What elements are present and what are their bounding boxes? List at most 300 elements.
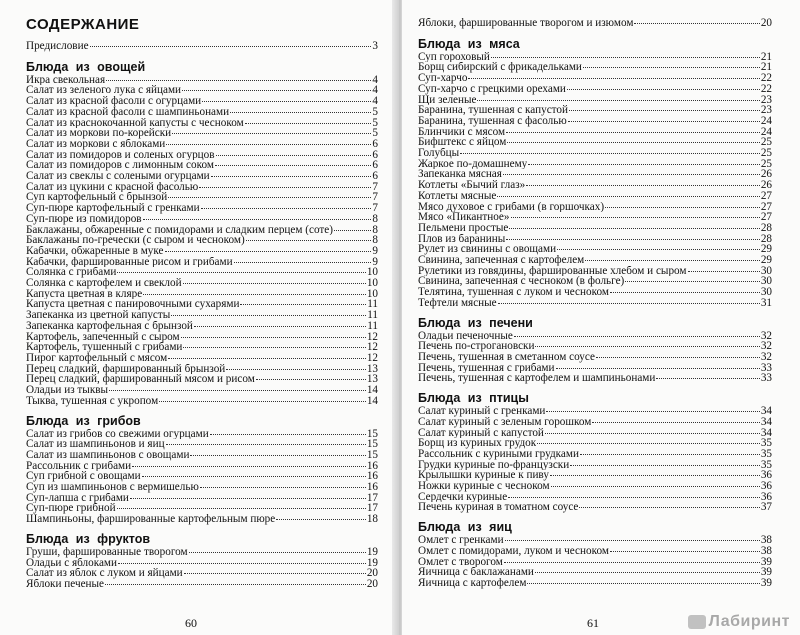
entry-page: 13 bbox=[366, 373, 378, 386]
right-sections bbox=[418, 37, 772, 589]
entry-label: Запеканка мясная bbox=[418, 169, 502, 181]
entry-label: Суп гороховый bbox=[418, 51, 490, 63]
entry-label: Салат из помидоров с лимонным соком bbox=[26, 160, 214, 172]
toc-entry-continued bbox=[418, 18, 772, 29]
entry-label: Яблоки, фаршированные творогом и изюмом bbox=[418, 18, 634, 29]
toc-section bbox=[418, 391, 772, 513]
entry-page: 27 bbox=[760, 211, 772, 224]
entry-label: Суп из шампиньонов с вермишелью bbox=[26, 482, 199, 493]
entry-page: 28 bbox=[760, 221, 772, 234]
toc-entry bbox=[418, 502, 772, 513]
toc-entry bbox=[26, 332, 378, 343]
dot-leader bbox=[200, 487, 366, 488]
page-number-left: 60 bbox=[185, 616, 197, 630]
dot-leader bbox=[117, 508, 366, 509]
toc-entry bbox=[26, 374, 378, 385]
toc-section bbox=[26, 60, 378, 407]
entry-page: 24 bbox=[760, 114, 772, 127]
section-heading: Блюда из овощей bbox=[26, 59, 146, 74]
dot-leader bbox=[550, 475, 760, 476]
entry-label: Борщ сибирский с фрикадельками bbox=[418, 62, 582, 74]
entry-page: 4 bbox=[372, 95, 378, 108]
dot-leader bbox=[634, 23, 759, 24]
entry-label: Салат из зеленого лука с яйцами bbox=[26, 85, 182, 97]
entry-page: 34 bbox=[760, 426, 772, 439]
toc-entry bbox=[418, 73, 772, 84]
toc-section bbox=[418, 520, 772, 589]
entry-page: 32 bbox=[760, 350, 772, 363]
toc-entry bbox=[26, 342, 378, 353]
entry-label: Салат из цукини с красной фасолью bbox=[26, 181, 199, 193]
dot-leader bbox=[182, 90, 371, 91]
entry-page: 6 bbox=[372, 137, 378, 150]
toc-entry bbox=[26, 364, 378, 375]
dot-leader bbox=[183, 283, 366, 284]
toc-entry bbox=[418, 95, 772, 106]
dot-leader bbox=[246, 240, 372, 241]
entry-page: 35 bbox=[760, 437, 772, 450]
dot-leader bbox=[514, 336, 760, 337]
toc-entry bbox=[26, 246, 378, 257]
entry-page: 7 bbox=[372, 202, 378, 215]
toc-entry bbox=[26, 96, 378, 107]
dot-leader bbox=[509, 228, 759, 229]
entry-label: Капуста цветная с панировочными сухарями bbox=[26, 299, 240, 311]
toc-entry bbox=[418, 417, 772, 428]
toc-entry bbox=[418, 481, 772, 492]
section-heading: Блюда из птицы bbox=[418, 391, 529, 406]
entry-label: Салат из грибов со свежими огурцами bbox=[26, 428, 209, 440]
entry-label: Бифштекс с яйцом bbox=[418, 137, 507, 149]
entry-page: 6 bbox=[372, 159, 378, 172]
dot-leader bbox=[106, 80, 371, 81]
entry-page: 25 bbox=[760, 147, 772, 160]
entry-label: Салат из помидоров и соленых огурцов bbox=[26, 149, 215, 161]
toc-entry bbox=[418, 373, 772, 384]
entry-page: 19 bbox=[366, 545, 378, 558]
page-number-right: 61 bbox=[587, 616, 599, 630]
toc-entry bbox=[26, 235, 378, 246]
toc-entry bbox=[418, 84, 772, 95]
entry-label: Салат из шампиньонов и яиц bbox=[26, 439, 165, 450]
dot-leader bbox=[334, 230, 371, 231]
entry-label: Салат куриный с зеленым горошком bbox=[418, 416, 592, 428]
dot-leader bbox=[211, 176, 372, 177]
toc-entry bbox=[26, 118, 378, 129]
entry-label: Омлет с гренками bbox=[418, 535, 504, 546]
dot-leader bbox=[527, 583, 759, 584]
entry-label: Баклажаны, обжаренные с помидорами и сладким перцем (соте) bbox=[26, 224, 333, 236]
dot-leader bbox=[168, 197, 371, 198]
entry-label: Грудки куриные по-французски bbox=[418, 459, 570, 471]
toc-entry bbox=[418, 428, 772, 439]
entry-label: Шампиньоны, фаршированные картофельным пюре bbox=[26, 514, 276, 525]
entry-page: 39 bbox=[760, 576, 772, 589]
dot-leader bbox=[535, 346, 759, 347]
toc-entry bbox=[26, 203, 378, 214]
dot-leader bbox=[468, 78, 759, 79]
dot-leader bbox=[143, 294, 366, 295]
toc-entry bbox=[26, 160, 378, 171]
entry-label: Перец сладкий, фаршированный брынзой bbox=[26, 363, 226, 375]
entry-page: 30 bbox=[760, 275, 772, 288]
toc-entry bbox=[418, 535, 772, 546]
section-heading: Блюда из мяса bbox=[418, 36, 520, 51]
dot-leader bbox=[199, 187, 371, 188]
dot-leader bbox=[171, 315, 366, 316]
dot-leader bbox=[172, 133, 371, 134]
toc-entry bbox=[418, 159, 772, 170]
toc-entry bbox=[418, 276, 772, 287]
entry-page: 11 bbox=[367, 298, 378, 311]
left-page bbox=[0, 0, 398, 635]
entry-label: Пельмени простые bbox=[418, 222, 509, 234]
entry-page: 39 bbox=[760, 555, 772, 568]
dot-leader bbox=[497, 196, 759, 197]
entry-page: 12 bbox=[366, 351, 378, 364]
entry-page: 10 bbox=[366, 266, 378, 279]
dot-leader bbox=[605, 207, 760, 208]
toc-entry bbox=[418, 255, 772, 266]
toc-entry bbox=[26, 289, 378, 300]
entry-page: 11 bbox=[367, 319, 378, 332]
toc-entry bbox=[26, 278, 378, 289]
toc-entry bbox=[418, 406, 772, 417]
entry-page: 12 bbox=[366, 330, 378, 343]
toc-entry bbox=[418, 546, 772, 557]
dot-leader bbox=[592, 422, 759, 423]
entry-label: Свинина, запеченная с картофелем bbox=[418, 255, 585, 266]
dot-leader bbox=[504, 562, 760, 563]
toc-entry bbox=[418, 52, 772, 63]
dot-leader bbox=[105, 584, 366, 585]
entry-label: Яблоки печеные bbox=[26, 578, 105, 590]
toc-entry bbox=[26, 225, 378, 236]
dot-leader bbox=[117, 272, 366, 273]
entry-page: 13 bbox=[366, 362, 378, 375]
toc-entry bbox=[418, 234, 772, 245]
entry-page: 32 bbox=[760, 340, 772, 353]
dot-leader bbox=[168, 358, 366, 359]
dot-leader bbox=[202, 101, 371, 102]
entry-label: Запеканка из цветной капусты bbox=[26, 310, 171, 321]
entry-label: Салат из шампиньонов с овощами bbox=[26, 449, 190, 461]
entry-page: 4 bbox=[372, 84, 378, 97]
entry-page: 26 bbox=[760, 168, 772, 181]
entry-page: 18 bbox=[366, 513, 378, 526]
entry-page: 27 bbox=[760, 200, 772, 213]
dot-leader bbox=[505, 540, 760, 541]
dot-leader bbox=[545, 433, 760, 434]
toc-entry bbox=[418, 449, 772, 460]
labirint-logo bbox=[688, 613, 790, 631]
dot-leader bbox=[579, 507, 759, 508]
toc-section bbox=[26, 414, 378, 525]
toc-section bbox=[418, 37, 772, 309]
entry-label: Жаркое по-домашнему bbox=[418, 158, 528, 170]
entry-page: 34 bbox=[760, 405, 772, 418]
toc-entry bbox=[26, 267, 378, 278]
entry-label: Печень, тушенная с грибами bbox=[418, 362, 555, 374]
entry-page: 10 bbox=[366, 287, 378, 300]
entry-label: Мясо «Пикантное» bbox=[418, 212, 510, 223]
toc-entry bbox=[418, 191, 772, 202]
entry-page: 35 bbox=[760, 458, 772, 471]
dot-leader bbox=[109, 390, 366, 391]
dot-leader bbox=[189, 552, 366, 553]
entry-label: Сердечки куриные bbox=[418, 491, 508, 503]
entry-label: Салат из краснокочанной капусты с чесноком bbox=[26, 117, 244, 129]
toc-entry bbox=[418, 578, 772, 589]
entry-page: 31 bbox=[760, 296, 772, 309]
toc-entry bbox=[26, 558, 378, 569]
dot-leader bbox=[625, 281, 760, 282]
entry-label: Салат из моркови с яблоками bbox=[26, 138, 166, 150]
entry-label: Картофель, запеченный с сыром bbox=[26, 331, 180, 343]
entry-page: 15 bbox=[366, 427, 378, 440]
entry-page: 14 bbox=[366, 384, 378, 397]
dot-leader bbox=[166, 444, 366, 445]
dot-leader bbox=[610, 292, 760, 293]
entry-page: 5 bbox=[372, 127, 378, 140]
entry-page: 19 bbox=[366, 556, 378, 569]
dot-leader bbox=[201, 208, 372, 209]
entry-page: 25 bbox=[760, 157, 772, 170]
section-heading: Блюда из фруктов bbox=[26, 531, 151, 546]
entry-page: 15 bbox=[366, 438, 378, 451]
entry-label: Суп-пюре грибной bbox=[26, 503, 116, 515]
entry-label: Омлет с творогом bbox=[418, 556, 503, 568]
entry-label: Суп-харчо bbox=[418, 73, 468, 84]
toc-section bbox=[418, 316, 772, 385]
entry-label: Оладьи с яблоками bbox=[26, 557, 118, 569]
toc-entry bbox=[26, 107, 378, 118]
entry-page: 27 bbox=[760, 189, 772, 202]
entry-label: Рулет из свинины с овощами bbox=[418, 244, 557, 256]
entry-page: 10 bbox=[366, 277, 378, 290]
toc-entry bbox=[26, 493, 378, 504]
toc-entry bbox=[418, 331, 772, 342]
toc-entry bbox=[418, 567, 772, 578]
entry-page: 34 bbox=[760, 415, 772, 428]
entry-page: 17 bbox=[366, 491, 378, 504]
entry-page: 25 bbox=[760, 136, 772, 149]
entry-label: Баранина, тушенная с фасолью bbox=[418, 115, 567, 127]
entry-label: Икра свекольная bbox=[26, 74, 106, 86]
entry-label: Салат куриный с гренками bbox=[418, 406, 546, 417]
entry-page: 36 bbox=[760, 469, 772, 482]
entry-label: Печень куриная в томатном соусе bbox=[418, 502, 579, 514]
logo-text: Лабиринт bbox=[708, 613, 790, 630]
toc-title: СОДЕРЖАНИЕ bbox=[26, 16, 140, 33]
dot-leader bbox=[503, 174, 760, 175]
toc-entry bbox=[26, 429, 378, 440]
section-heading: Блюда из грибов bbox=[26, 413, 141, 428]
toc-entry bbox=[26, 321, 378, 332]
entry-label: Салат из моркови по-корейски bbox=[26, 128, 172, 139]
entry-page: 11 bbox=[367, 309, 378, 322]
toc-entry bbox=[26, 128, 378, 139]
entry-label: Запеканка картофельная с брынзой bbox=[26, 320, 193, 332]
dot-leader bbox=[143, 219, 372, 220]
entry-page: 38 bbox=[760, 544, 772, 557]
entry-label: Салат из свеклы с солеными огурцами bbox=[26, 171, 210, 182]
dot-leader bbox=[583, 67, 760, 68]
entry-page: 39 bbox=[760, 566, 772, 579]
toc-entry bbox=[26, 214, 378, 225]
entry-label: Рассольник с куриными грудками bbox=[418, 448, 579, 460]
entry-label: Салат куриный с капустой bbox=[418, 427, 544, 439]
dot-leader bbox=[194, 326, 366, 327]
entry-page: 20 bbox=[366, 577, 378, 590]
entry-label: Блинчики с мясом bbox=[418, 126, 506, 138]
entry-page: 5 bbox=[372, 105, 378, 118]
entry-label: Плов из баранины bbox=[418, 233, 506, 245]
entry-label: Груши, фаршированные творогом bbox=[26, 546, 188, 558]
entry-label: Ножки куриные с чесноком bbox=[418, 481, 550, 492]
toc-entry bbox=[26, 385, 378, 396]
entry-page: 29 bbox=[760, 243, 772, 256]
dot-leader bbox=[546, 411, 759, 412]
entry-label: Оладьи печеночные bbox=[418, 330, 513, 342]
toc-entry bbox=[418, 169, 772, 180]
entry-label: Печень, тушенная с картофелем и шампиньонами bbox=[418, 373, 656, 385]
entry-page: 6 bbox=[372, 148, 378, 161]
toc-entry bbox=[26, 192, 378, 203]
entry-label: Салат из яблок с луком и яйцами bbox=[26, 568, 183, 579]
toc-entry bbox=[418, 363, 772, 374]
dot-leader bbox=[184, 573, 366, 574]
toc-entry bbox=[418, 62, 772, 73]
toc-entry bbox=[418, 287, 772, 298]
entry-page: 12 bbox=[366, 341, 378, 354]
entry-page: 17 bbox=[366, 502, 378, 515]
dot-leader bbox=[256, 379, 366, 380]
entry-page: 33 bbox=[760, 372, 772, 385]
toc-entry bbox=[26, 450, 378, 461]
toc-entry bbox=[418, 148, 772, 159]
dot-leader bbox=[210, 434, 366, 435]
entry-page: 28 bbox=[760, 232, 772, 245]
entry-label: Суп-харчо с грецкими орехами bbox=[418, 83, 566, 95]
entry-label: Голубцы bbox=[418, 148, 460, 159]
dot-leader bbox=[506, 132, 760, 133]
toc-entry bbox=[418, 105, 772, 116]
entry-page: 21 bbox=[760, 50, 772, 63]
dot-leader bbox=[498, 303, 760, 304]
dot-leader bbox=[507, 142, 759, 143]
entry-label: Картофель, тушенный с грибами bbox=[26, 342, 183, 353]
entry-label: Пирог картофельный с мясом bbox=[26, 352, 168, 364]
entry-page: 16 bbox=[366, 481, 378, 494]
right-page bbox=[402, 0, 800, 635]
toc-entry bbox=[26, 514, 378, 525]
entry-page: 8 bbox=[372, 234, 378, 247]
entry-label: Омлет с помидорами, луком и чесноком bbox=[418, 545, 609, 557]
entry-page: 5 bbox=[372, 116, 378, 129]
entry-page: 33 bbox=[760, 361, 772, 374]
toc-entry bbox=[26, 461, 378, 472]
dot-leader bbox=[118, 563, 366, 564]
entry-page: 30 bbox=[760, 264, 772, 277]
toc-entry bbox=[418, 352, 772, 363]
entry-label: Телятина, тушенная с луком и чесноком bbox=[418, 287, 609, 298]
dot-leader bbox=[526, 185, 760, 186]
toc-entry bbox=[418, 127, 772, 138]
dot-leader bbox=[567, 89, 760, 90]
entry-label: Перец сладкий, фаршированный мясом и рисом bbox=[26, 374, 255, 386]
dot-leader bbox=[557, 249, 760, 250]
entry-label: Оладьи из тыквы bbox=[26, 385, 109, 396]
entry-page: 9 bbox=[372, 255, 378, 268]
dot-leader bbox=[656, 378, 759, 379]
entry-page: 38 bbox=[760, 534, 772, 547]
entry-page: 8 bbox=[372, 223, 378, 236]
entry-page: 37 bbox=[760, 501, 772, 514]
entry-label: Рулетики из говядины, фаршированные хлебом и сыром bbox=[418, 265, 687, 277]
dot-leader bbox=[556, 368, 760, 369]
entry-label: Солянка с грибами bbox=[26, 267, 117, 279]
entry-label: Солянка с картофелем и свеклой bbox=[26, 278, 182, 289]
entry-label: Салат из красной фасоли с шампиньонами bbox=[26, 106, 230, 118]
entry-page: 21 bbox=[760, 61, 772, 74]
toc-entry bbox=[26, 182, 378, 193]
entry-page: 22 bbox=[760, 72, 772, 85]
entry-page: 23 bbox=[760, 93, 772, 106]
entry-page: 22 bbox=[760, 82, 772, 95]
entry-label: Суп-пюре картофельный с гренками bbox=[26, 203, 200, 214]
entry-label: Баранина, тушенная с капустой bbox=[418, 105, 568, 116]
toc-entry bbox=[418, 223, 772, 234]
dot-leader bbox=[477, 100, 759, 101]
entry-page: 24 bbox=[760, 125, 772, 138]
entry-label: Тефтели мясные bbox=[418, 297, 497, 309]
entry-page: 14 bbox=[366, 394, 378, 407]
dot-leader bbox=[216, 155, 372, 156]
dot-leader bbox=[537, 443, 760, 444]
toc-entry bbox=[26, 439, 378, 450]
toc-entry bbox=[26, 353, 378, 364]
dot-leader bbox=[230, 112, 371, 113]
entry-label: Капуста цветная в кляре bbox=[26, 288, 143, 300]
toc-entry bbox=[418, 212, 772, 223]
dot-leader bbox=[226, 369, 366, 370]
dot-leader bbox=[535, 572, 760, 573]
dot-leader bbox=[234, 262, 372, 263]
entry-page: 6 bbox=[372, 170, 378, 183]
toc-section bbox=[26, 532, 378, 590]
entry-label: Мясо духовое с грибами (в горшочках) bbox=[418, 201, 605, 213]
entry-label: Баклажаны по-гречески (с сыром и чесноком) bbox=[26, 235, 245, 246]
dot-leader bbox=[570, 465, 760, 466]
dot-leader bbox=[132, 466, 366, 467]
dot-leader bbox=[491, 57, 760, 58]
entry-label: Печень по-строгановски bbox=[418, 341, 535, 352]
dot-leader bbox=[159, 401, 366, 402]
entry-page: 36 bbox=[760, 480, 772, 493]
entry-label: Печень, тушенная в сметанном соусе bbox=[418, 351, 595, 363]
entry-page: 3 bbox=[372, 40, 378, 52]
dot-leader bbox=[90, 46, 372, 47]
entry-label: Борщ из куриных грудок bbox=[418, 438, 537, 449]
dot-leader bbox=[142, 476, 366, 477]
toc-entry bbox=[26, 171, 378, 182]
dot-leader bbox=[165, 251, 372, 252]
entry-page: 8 bbox=[372, 212, 378, 225]
entry-label: Котлеты мясные bbox=[418, 190, 497, 202]
toc-entry bbox=[26, 75, 378, 86]
toc-entry bbox=[26, 568, 378, 579]
